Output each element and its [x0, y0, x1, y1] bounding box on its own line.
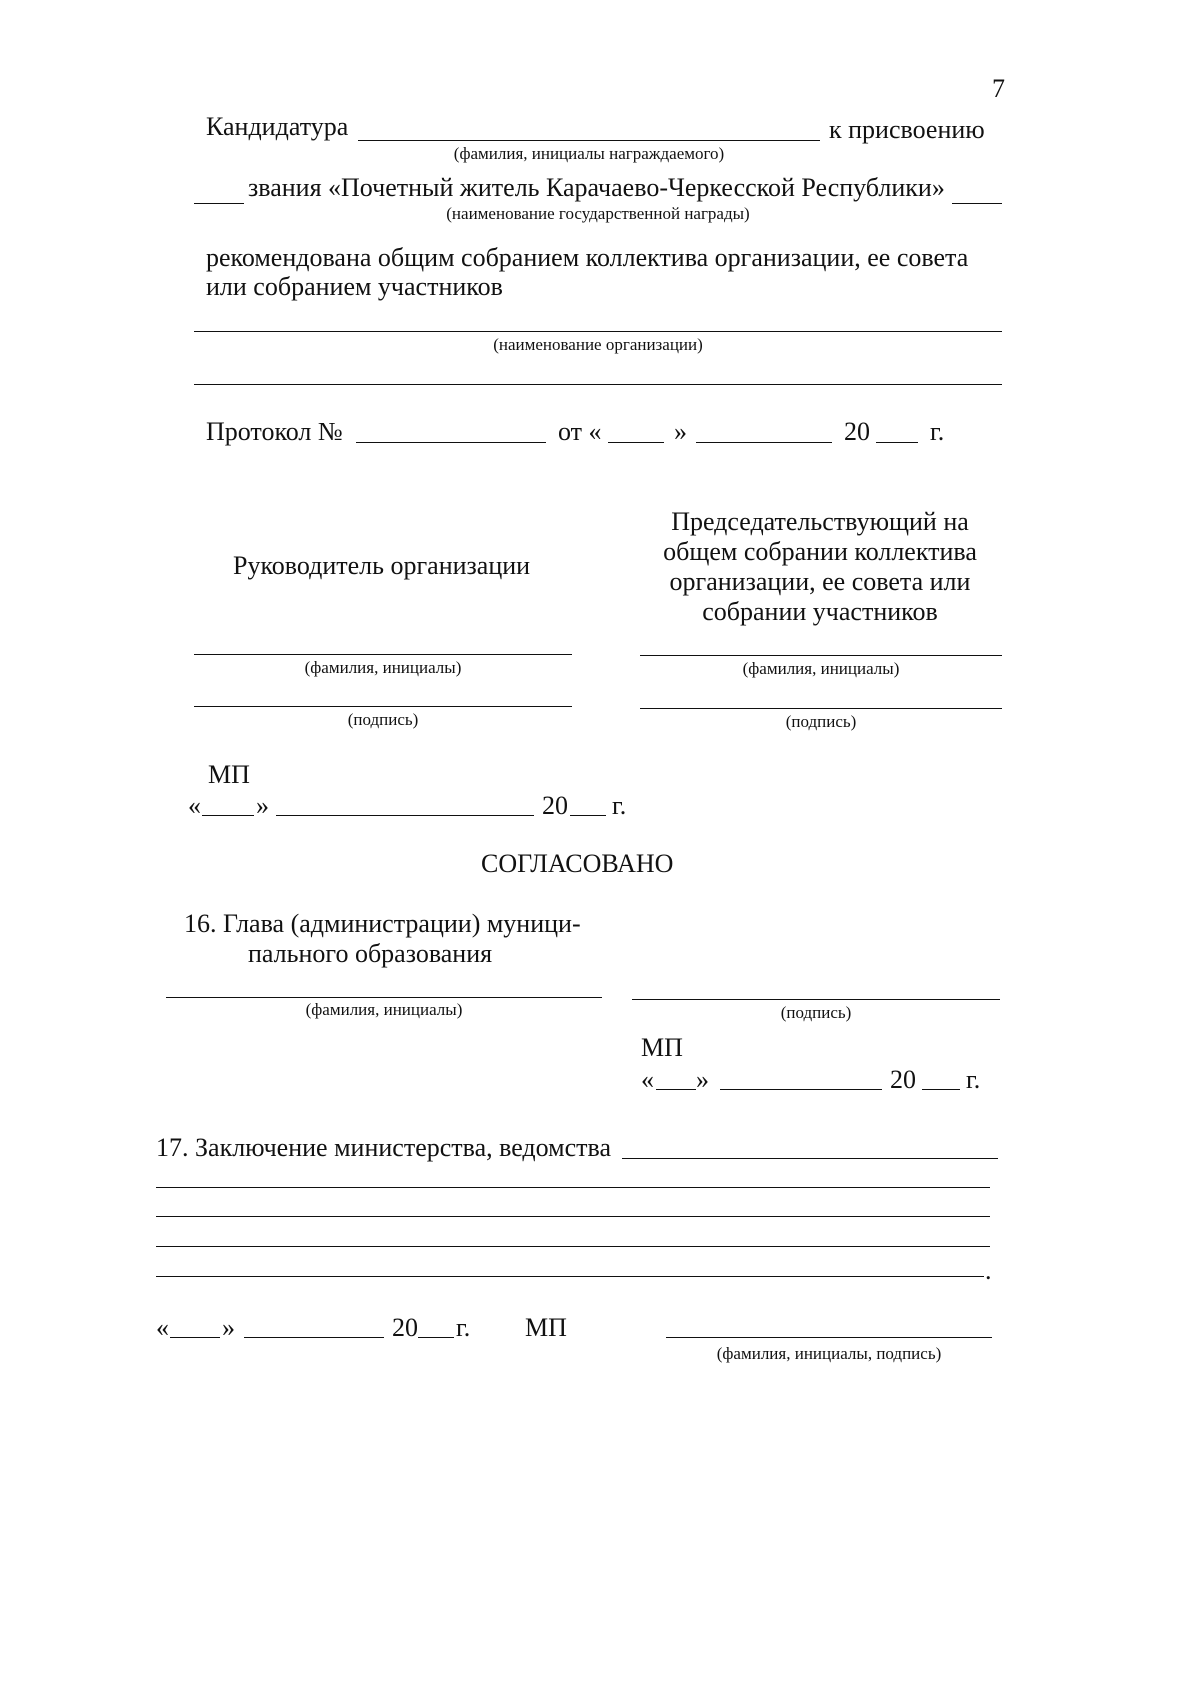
stamp-month-line[interactable]	[276, 815, 534, 816]
organization-name-line[interactable]	[194, 331, 1002, 332]
stamp-year-line[interactable]	[570, 815, 606, 816]
candidate-label: Кандидатура	[206, 112, 349, 141]
chairman-signature-hint: (подпись)	[785, 712, 857, 731]
candidate-suffix: к присвоению	[829, 115, 985, 144]
page-number: 7	[992, 74, 1005, 103]
chairman-title-line-4: собрании участников	[702, 597, 938, 626]
section17-label: 17. Заключение министерства, ведомства	[156, 1133, 611, 1162]
section17-end-dot: .	[985, 1256, 992, 1285]
section16-open-quote: «	[641, 1065, 654, 1094]
agreed-heading: СОГЛАСОВАНО	[481, 849, 674, 878]
head-signature-line[interactable]	[194, 706, 572, 707]
section17-line-0[interactable]	[622, 1158, 998, 1159]
section16-line2: пального образования	[248, 939, 493, 968]
section17-close-quote: »	[222, 1313, 235, 1342]
candidate-hint: (фамилия, инициалы награждаемого)	[453, 144, 725, 163]
section17-line-2[interactable]	[156, 1216, 990, 1217]
chairman-signature-line[interactable]	[640, 708, 1002, 709]
stamp-open-quote: «	[188, 791, 201, 820]
protocol-year-line[interactable]	[876, 442, 918, 443]
section16-mp: МП	[641, 1033, 683, 1062]
protocol-year-suffix: г.	[930, 417, 945, 446]
section17-line-1[interactable]	[156, 1187, 990, 1188]
recommendation-line2: или собранием участников	[206, 272, 503, 301]
section16-year-prefix: 20	[890, 1065, 916, 1094]
stamp-day-line[interactable]	[202, 815, 254, 816]
head-name-line[interactable]	[194, 654, 572, 655]
stamp-year-suffix: г.	[612, 791, 627, 820]
protocol-day-line[interactable]	[608, 442, 664, 443]
stamp-year-prefix: 20	[542, 791, 568, 820]
section16-year-line[interactable]	[922, 1089, 960, 1090]
award-text: звания «Почетный житель Карачаево-Черкесской Республики»	[248, 173, 945, 202]
section16-close-quote: »	[696, 1065, 709, 1094]
chairman-title-line-1: Председательствующий на	[671, 507, 969, 536]
protocol-year-prefix: 20	[844, 417, 870, 446]
protocol-number-line[interactable]	[356, 442, 546, 443]
section17-line-3[interactable]	[156, 1246, 990, 1247]
organization-name-line-2[interactable]	[194, 384, 1002, 385]
section17-open-quote: «	[156, 1313, 169, 1342]
protocol-from: от «	[558, 417, 602, 446]
protocol-label: Протокол №	[206, 417, 343, 446]
chairman-title-line-3: организации, ее совета или	[669, 567, 971, 596]
section17-line-4[interactable]	[156, 1276, 984, 1277]
section16-name-hint: (фамилия, инициалы)	[305, 1000, 463, 1019]
section16-line1: 16. Глава (администрации) муници-	[184, 909, 581, 938]
section17-year-prefix: 20	[392, 1313, 418, 1342]
chairman-name-line[interactable]	[640, 655, 1002, 656]
section16-signature-line[interactable]	[632, 999, 1000, 1000]
section16-year-suffix: г.	[966, 1065, 981, 1094]
section17-month-line[interactable]	[244, 1337, 384, 1338]
organization-hint: (наименование организации)	[493, 335, 703, 354]
head-of-organization-title: Руководитель организации	[233, 551, 531, 580]
section16-day-line[interactable]	[656, 1089, 696, 1090]
section16-month-line[interactable]	[720, 1089, 882, 1090]
award-hint: (наименование государственной награды)	[446, 204, 750, 223]
section17-year-suffix: г.	[456, 1313, 471, 1342]
section17-signature-line[interactable]	[666, 1337, 992, 1338]
section16-signature-hint: (подпись)	[780, 1003, 852, 1022]
chairman-name-hint: (фамилия, инициалы)	[742, 659, 900, 678]
section17-mp: МП	[525, 1313, 567, 1342]
stamp-mp: МП	[208, 760, 250, 789]
section17-year-line[interactable]	[418, 1337, 454, 1338]
candidate-name-line[interactable]	[358, 140, 820, 141]
section17-day-line[interactable]	[170, 1337, 220, 1338]
head-name-hint: (фамилия, инициалы)	[304, 658, 462, 677]
stamp-close-quote: »	[256, 791, 269, 820]
section16-name-line[interactable]	[166, 997, 602, 998]
head-signature-hint: (подпись)	[347, 710, 419, 729]
protocol-month-line[interactable]	[696, 442, 832, 443]
protocol-close-quote: »	[674, 417, 687, 446]
chairman-title-line-2: общем собрании коллектива	[663, 537, 977, 566]
recommendation-line1: рекомендована общим собранием коллектива организации, ее совета	[206, 243, 969, 272]
section17-signature-hint: (фамилия, инициалы, подпись)	[716, 1344, 942, 1363]
